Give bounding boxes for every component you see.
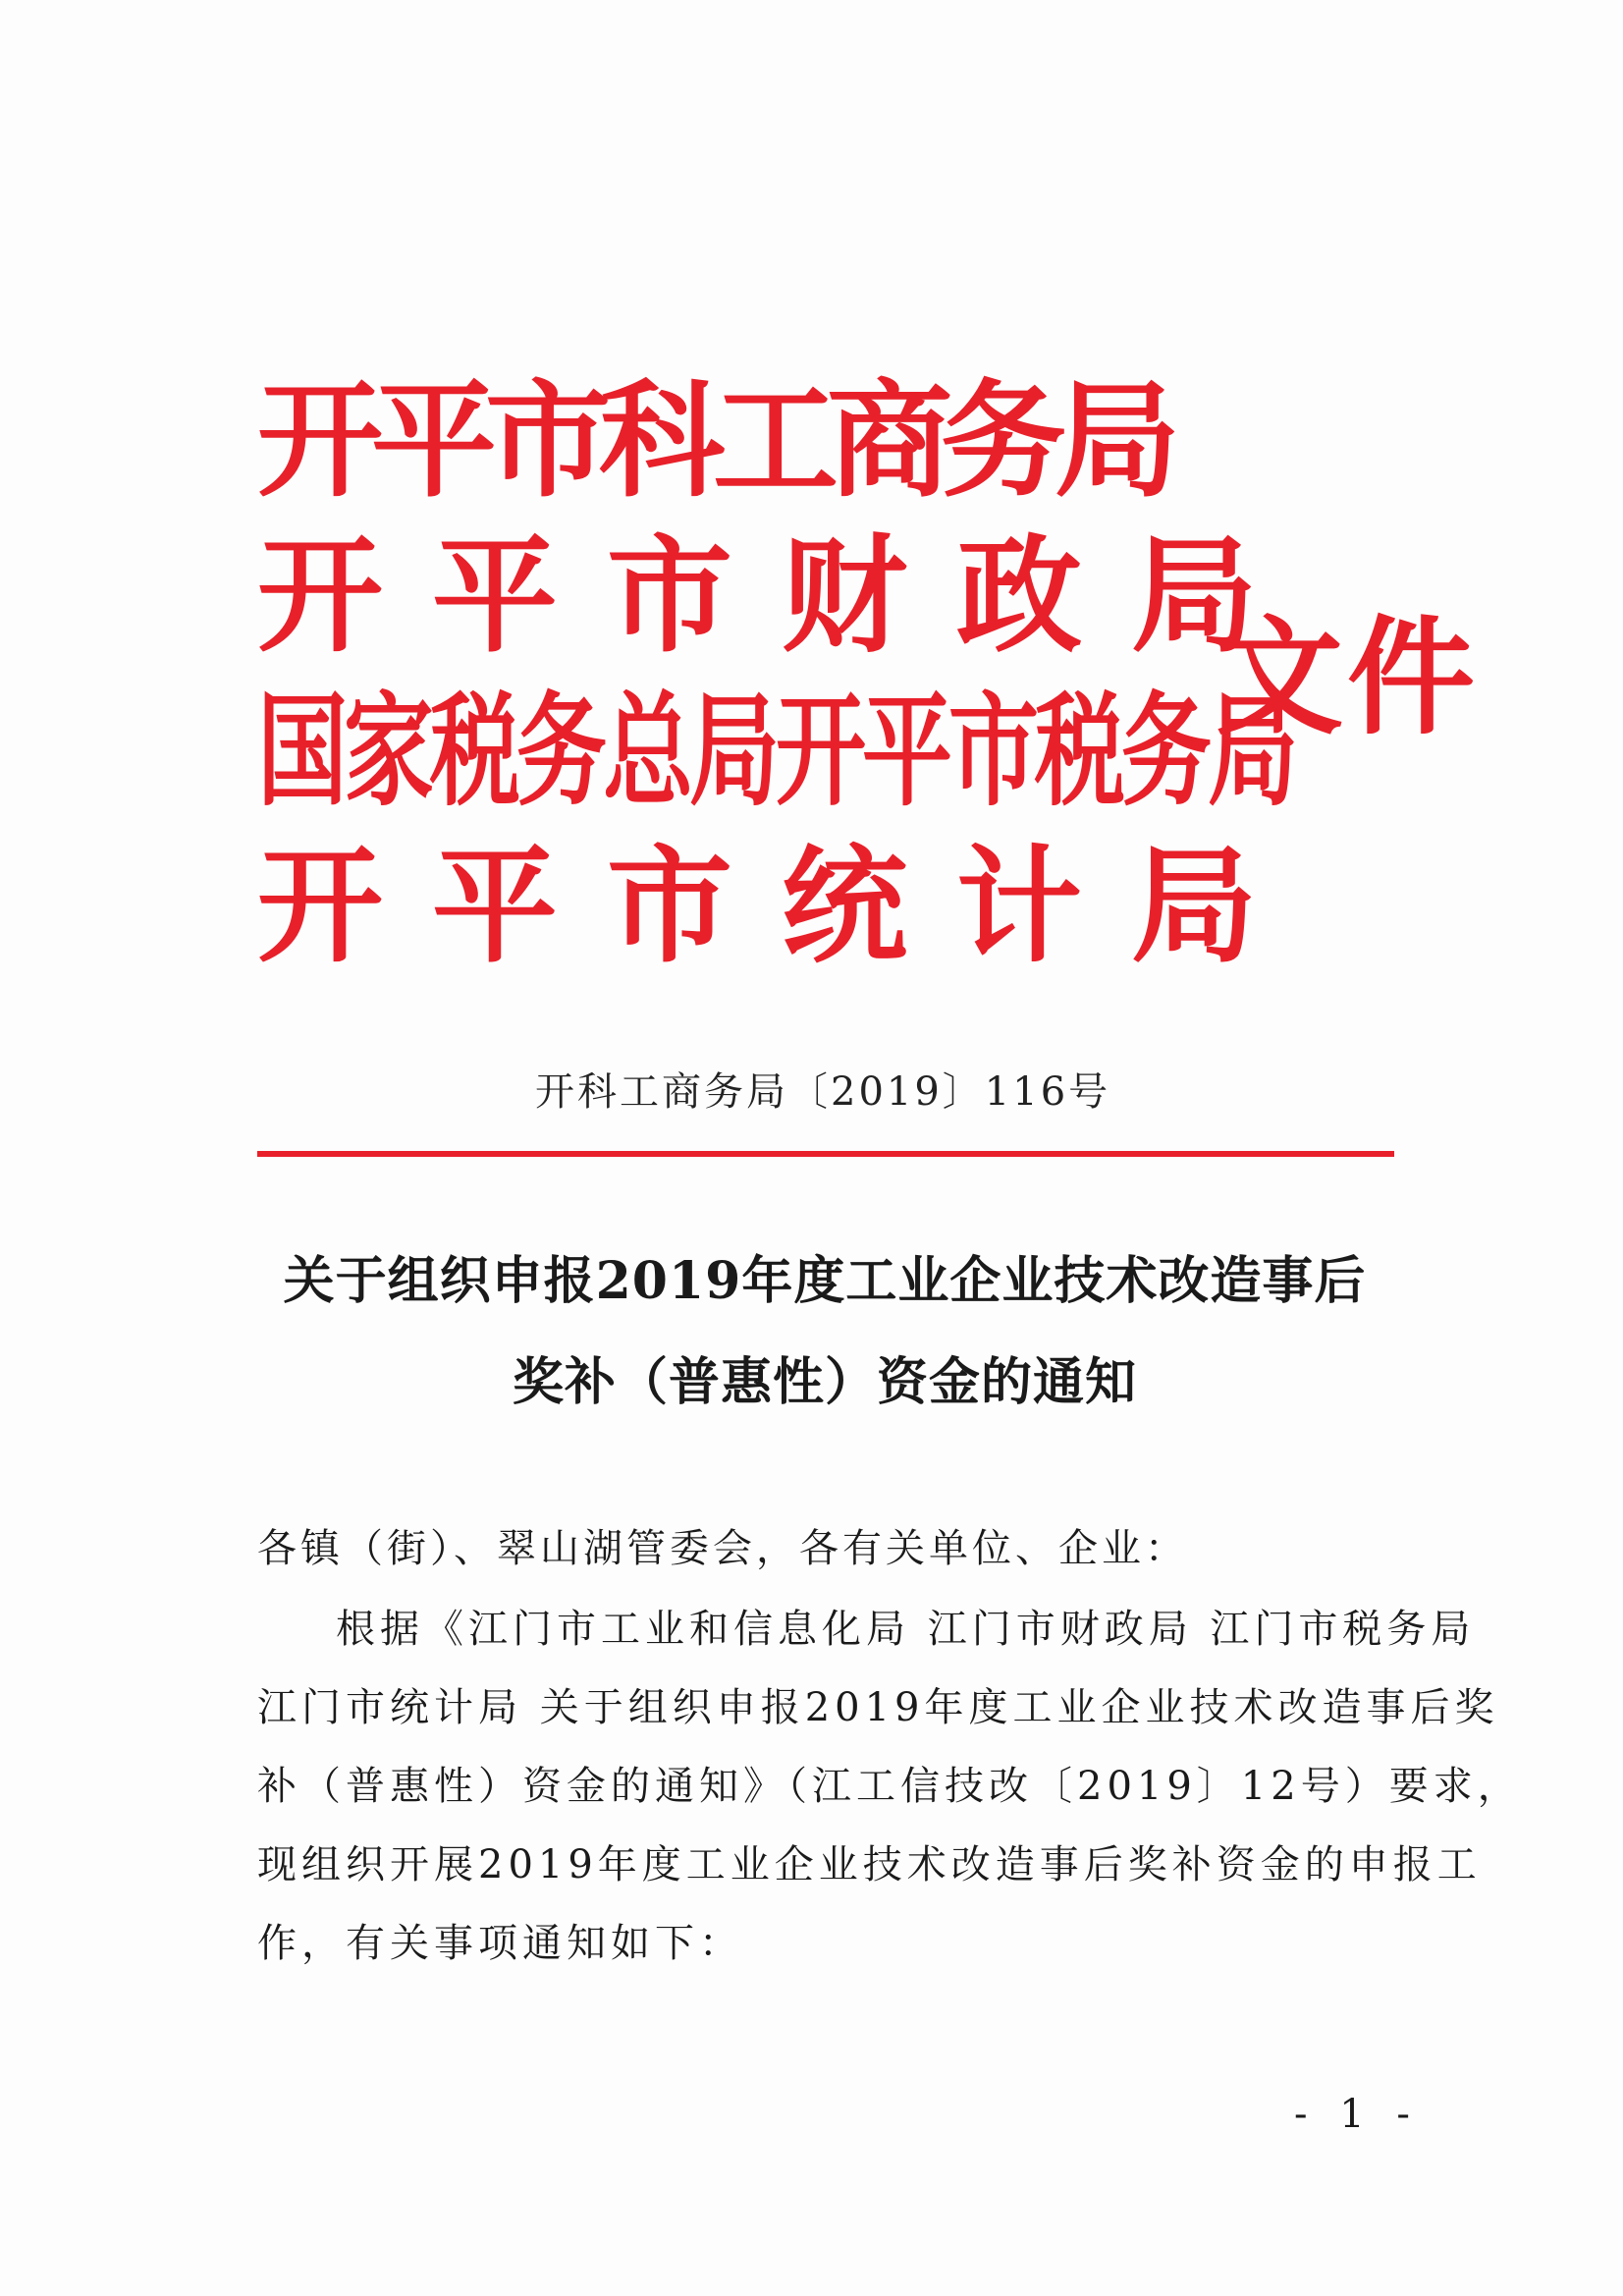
body-paragraph-line: 根据《江门市工业和信息化局 江门市财政局 江门市税务局 xyxy=(336,1607,1476,1652)
issuer-kaiping-tax-bureau: 国家税务总局开平市税务局 xyxy=(257,680,1295,823)
document-number: 开科工商务局〔2019〕116号 xyxy=(535,1069,1111,1115)
body-paragraph-line: 补（普惠性）资金的通知》（江工信技改〔2019〕12号）要求， xyxy=(257,1764,1522,1809)
body-paragraph-line: 江门市统计局 关于组织申报2019年度工业企业技术改造事后奖 xyxy=(257,1685,1499,1730)
document-type-suffix: 文件 xyxy=(1216,602,1480,752)
page-number: - 1 - xyxy=(1294,2092,1420,2137)
issuing-authorities xyxy=(257,363,1307,984)
notice-title-line-2: 奖补（普惠性）资金的通知 xyxy=(512,1352,1137,1412)
issuer-kaiping-statistics-bureau: 开平市统计局 xyxy=(257,833,1307,980)
body-paragraph-line: 作，有关事项通知如下： xyxy=(257,1921,743,1966)
notice-title-line-1: 关于组织申报2019年度工业企业技术改造事后 xyxy=(283,1251,1367,1311)
body-paragraph-line: 现组织开展2019年度工业企业技术改造事后奖补资金的申报工 xyxy=(257,1842,1482,1887)
issuer-kaiping-finance-bureau: 开平市财政局 xyxy=(257,522,1307,670)
red-divider-line xyxy=(257,1151,1394,1157)
issuer-kaiping-science-industry-commerce-bureau: 开平市科工商务局 xyxy=(257,367,1169,515)
salutation: 各镇（街）、翠山湖管委会，各有关单位、企业： xyxy=(257,1526,1188,1571)
